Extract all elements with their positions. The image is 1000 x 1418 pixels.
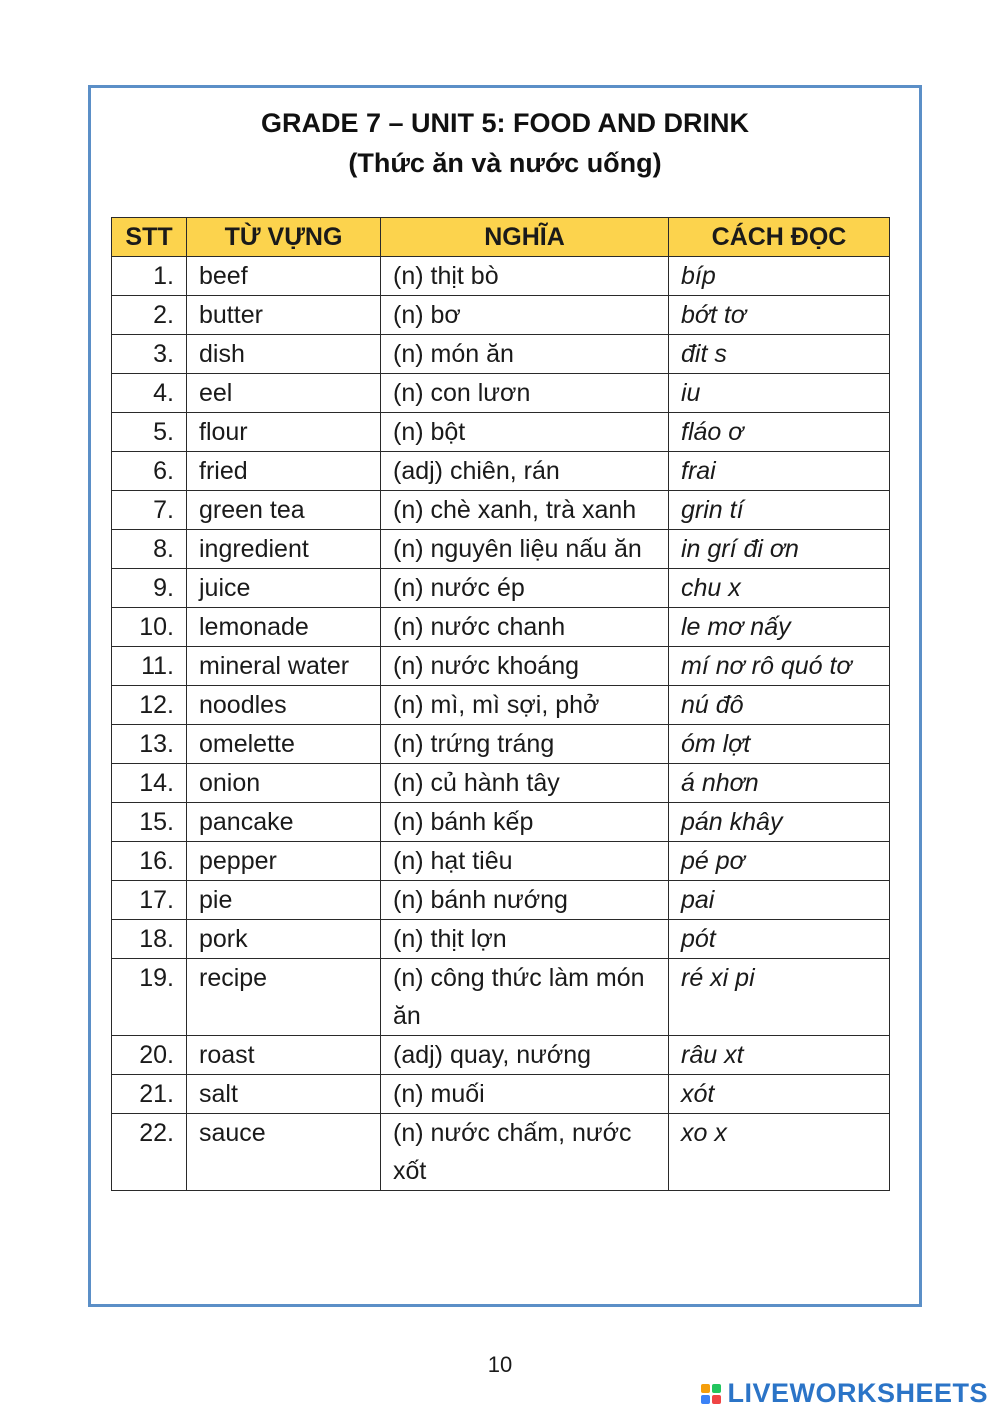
row-word: pie — [187, 881, 381, 920]
row-word: dish — [187, 335, 381, 374]
row-word: onion — [187, 764, 381, 803]
table-row — [112, 1036, 890, 1075]
page-subtitle: (Thức ăn và nước uống) — [348, 148, 662, 178]
row-word: lemonade — [187, 608, 381, 647]
row-pronunciation: pán khây — [669, 803, 890, 842]
row-word: beef — [187, 257, 381, 296]
row-meaning: (adj) quay, nướng — [381, 1036, 669, 1075]
table-row — [112, 842, 890, 881]
row-meaning: (n) chè xanh, trà xanh — [381, 491, 669, 530]
row-pronunciation: đit s — [669, 335, 890, 374]
row-pronunciation: óm lợt — [669, 725, 890, 764]
table-row — [112, 764, 890, 803]
table-row — [112, 374, 890, 413]
row-word: salt — [187, 1075, 381, 1114]
logo-text: LIVEWORKSHEETS — [727, 1378, 988, 1408]
row-meaning: (n) hạt tiêu — [381, 842, 669, 881]
row-word: flour — [187, 413, 381, 452]
row-meaning: (n) nước chấm, nước xốt — [381, 1114, 669, 1191]
row-word: noodles — [187, 686, 381, 725]
row-pronunciation: xo x — [669, 1114, 890, 1191]
row-meaning: (n) thịt lợn — [381, 920, 669, 959]
row-meaning: (n) nước ép — [381, 569, 669, 608]
row-pronunciation: frai — [669, 452, 890, 491]
row-meaning: (n) bơ — [381, 296, 669, 335]
row-number: 19. — [112, 959, 187, 1036]
row-pronunciation: bíp — [669, 257, 890, 296]
row-pronunciation: pé pơ — [669, 842, 890, 881]
row-meaning: (n) mì, mì sợi, phở — [381, 686, 669, 725]
table-row — [112, 569, 890, 608]
header-stt: STT — [112, 218, 187, 257]
header-meaning: NGHĨA — [381, 218, 669, 257]
row-number: 7. — [112, 491, 187, 530]
row-meaning: (n) trứng tráng — [381, 725, 669, 764]
logo-square-1 — [701, 1384, 710, 1393]
row-meaning: (n) bánh kếp — [381, 803, 669, 842]
row-meaning: (n) con lươn — [381, 374, 669, 413]
row-meaning: (n) công thức làm món ăn — [381, 959, 669, 1036]
row-number: 22. — [112, 1114, 187, 1191]
row-meaning: (n) nước chanh — [381, 608, 669, 647]
row-word: recipe — [187, 959, 381, 1036]
row-word: omelette — [187, 725, 381, 764]
row-pronunciation: in grí đi ơn — [669, 530, 890, 569]
row-pronunciation: nú đô — [669, 686, 890, 725]
row-number: 11. — [112, 647, 187, 686]
page-title: GRADE 7 – UNIT 5: FOOD AND DRINK — [260, 108, 750, 138]
row-word: eel — [187, 374, 381, 413]
row-word: pork — [187, 920, 381, 959]
table-row — [112, 1114, 890, 1191]
row-pronunciation: á nhơn — [669, 764, 890, 803]
table-row — [112, 881, 890, 920]
header-word: TỪ VỰNG — [187, 218, 381, 257]
row-meaning: (n) bột — [381, 413, 669, 452]
row-word: green tea — [187, 491, 381, 530]
row-word: pepper — [187, 842, 381, 881]
row-word: pancake — [187, 803, 381, 842]
table-row — [112, 1075, 890, 1114]
row-number: 1. — [112, 257, 187, 296]
table-header-row — [112, 218, 890, 257]
logo-square-4 — [712, 1395, 721, 1404]
worksheet-frame — [88, 85, 922, 1307]
table-row — [112, 686, 890, 725]
liveworksheets-logo — [701, 1378, 988, 1409]
table-row — [112, 608, 890, 647]
table-row — [112, 725, 890, 764]
row-pronunciation: ré xi pi — [669, 959, 890, 1036]
row-pronunciation: mí nơ rô quó tơ — [669, 647, 890, 686]
row-pronunciation: chu x — [669, 569, 890, 608]
row-pronunciation: pai — [669, 881, 890, 920]
row-number: 3. — [112, 335, 187, 374]
row-number: 5. — [112, 413, 187, 452]
table-row — [112, 413, 890, 452]
row-word: sauce — [187, 1114, 381, 1191]
logo-icon — [701, 1384, 721, 1404]
table-row — [112, 335, 890, 374]
table-body — [112, 257, 890, 1191]
row-number: 9. — [112, 569, 187, 608]
row-number: 12. — [112, 686, 187, 725]
row-meaning: (n) muối — [381, 1075, 669, 1114]
row-word: butter — [187, 296, 381, 335]
table-row — [112, 257, 890, 296]
table-row — [112, 491, 890, 530]
row-number: 21. — [112, 1075, 187, 1114]
row-pronunciation: iu — [669, 374, 890, 413]
table-row — [112, 920, 890, 959]
row-number: 17. — [112, 881, 187, 920]
table-row — [112, 803, 890, 842]
table-row — [112, 647, 890, 686]
row-meaning: (n) nguyên liệu nấu ăn — [381, 530, 669, 569]
row-number: 6. — [112, 452, 187, 491]
row-word: ingredient — [187, 530, 381, 569]
table-row — [112, 452, 890, 491]
table-row — [112, 530, 890, 569]
row-number: 2. — [112, 296, 187, 335]
row-word: mineral water — [187, 647, 381, 686]
row-pronunciation: fláo ơ — [669, 413, 890, 452]
row-number: 16. — [112, 842, 187, 881]
row-pronunciation: râu xt — [669, 1036, 890, 1075]
row-pronunciation: le mơ nấy — [669, 608, 890, 647]
row-word: fried — [187, 452, 381, 491]
table-row — [112, 959, 890, 1036]
row-number: 10. — [112, 608, 187, 647]
vocabulary-table — [111, 217, 890, 1191]
table-row — [112, 296, 890, 335]
row-number: 18. — [112, 920, 187, 959]
row-pronunciation: bớt tơ — [669, 296, 890, 335]
logo-square-2 — [712, 1384, 721, 1393]
row-number: 14. — [112, 764, 187, 803]
row-pronunciation: pót — [669, 920, 890, 959]
row-number: 4. — [112, 374, 187, 413]
row-meaning: (n) nước khoáng — [381, 647, 669, 686]
row-number: 13. — [112, 725, 187, 764]
row-pronunciation: xót — [669, 1075, 890, 1114]
row-number: 20. — [112, 1036, 187, 1075]
page-number: 10 — [487, 1352, 513, 1377]
logo-square-3 — [701, 1395, 710, 1404]
row-pronunciation: grin tí — [669, 491, 890, 530]
row-meaning: (n) thịt bò — [381, 257, 669, 296]
row-meaning: (n) món ăn — [381, 335, 669, 374]
row-meaning: (adj) chiên, rán — [381, 452, 669, 491]
row-word: juice — [187, 569, 381, 608]
row-meaning: (n) bánh nướng — [381, 881, 669, 920]
row-number: 8. — [112, 530, 187, 569]
header-pronunciation: CÁCH ĐỌC — [669, 218, 890, 257]
row-number: 15. — [112, 803, 187, 842]
row-meaning: (n) củ hành tây — [381, 764, 669, 803]
row-word: roast — [187, 1036, 381, 1075]
